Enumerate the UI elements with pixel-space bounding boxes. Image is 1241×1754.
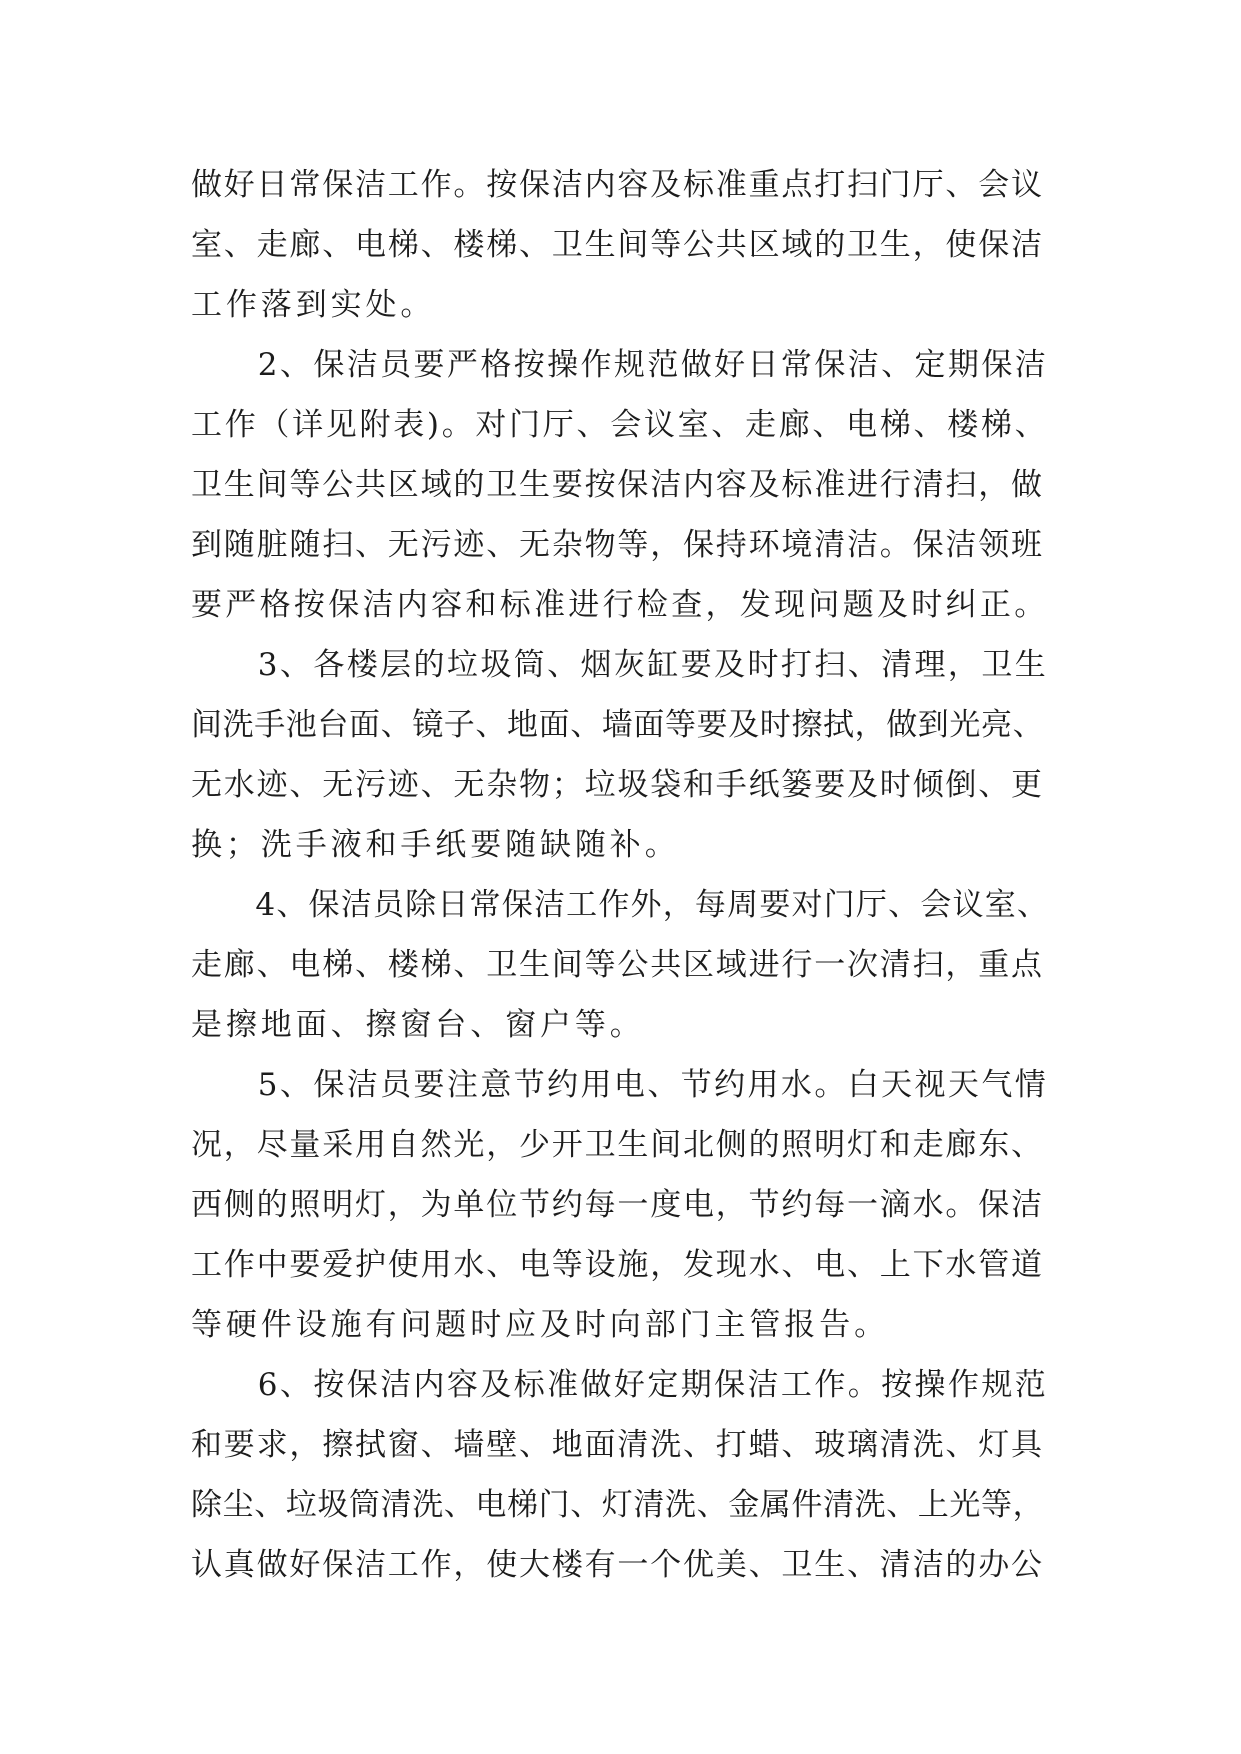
text-line: 3、各楼层的垃圾筒、烟灰缸要及时打扫、清理，卫生 (191, 647, 1049, 683)
text-line: 要严格按保洁内容和标准进行检查，发现问题及时纠正。 (191, 587, 1049, 623)
text-line: 工作（详见附表)。对门厅、会议室、走廊、电梯、楼梯、 (191, 407, 1049, 443)
text-line: 工作中要爱护使用水、电等设施，发现水、电、上下水管道 (191, 1247, 1044, 1283)
text-line: 工作落到实处。 (191, 287, 436, 323)
text-line: 换；洗手液和手纸要随缺随补。 (191, 827, 680, 863)
text-line: 认真做好保洁工作，使大楼有一个优美、卫生、清洁的办公 (191, 1547, 1044, 1583)
text-line: 6、按保洁内容及标准做好定期保洁工作。按操作规范 (191, 1367, 1049, 1403)
text-line: 4、保洁员除日常保洁工作外，每周要对门厅、会议室、 (191, 887, 1050, 923)
text-line: 等硬件设施有问题时应及时向部门主管报告。 (191, 1307, 889, 1343)
text-line: 除尘、垃圾筒清洗、电梯门、灯清洗、金属件清洗、上光等， (191, 1487, 1045, 1523)
text-line: 5、保洁员要注意节约用电、节约用水。白天视天气情 (191, 1067, 1049, 1103)
text-line: 况，尽量采用自然光，少开卫生间北侧的照明灯和走廊东、 (191, 1127, 1044, 1163)
body-text (191, 155, 1051, 1595)
text-line: 卫生间等公共区域的卫生要按保洁内容及标准进行清扫，做 (191, 467, 1044, 503)
text-line: 无水迹、无污迹、无杂物；垃圾袋和手纸篓要及时倾倒、更 (191, 767, 1044, 803)
text-line: 和要求，擦拭窗、墙壁、地面清洗、打蜡、玻璃清洗、灯具 (191, 1427, 1044, 1463)
text-line: 间洗手池台面、镜子、地面、墙面等要及时擦拭，做到光亮、 (191, 707, 1045, 743)
text-line: 到随脏随扫、无污迹、无杂物等，保持环境清洁。保洁领班 (191, 527, 1044, 563)
text-line: 走廊、电梯、楼梯、卫生间等公共区域进行一次清扫，重点 (191, 947, 1044, 983)
text-line: 做好日常保洁工作。按保洁内容及标准重点打扫门厅、会议 (191, 167, 1044, 203)
text-line: 室、走廊、电梯、楼梯、卫生间等公共区域的卫生，使保洁 (191, 227, 1044, 263)
text-line: 2、保洁员要严格按操作规范做好日常保洁、定期保洁 (191, 347, 1049, 383)
text-line: 西侧的照明灯，为单位节约每一度电，节约每一滴水。保洁 (191, 1187, 1044, 1223)
text-line: 是擦地面、擦窗台、窗户等。 (191, 1007, 645, 1043)
